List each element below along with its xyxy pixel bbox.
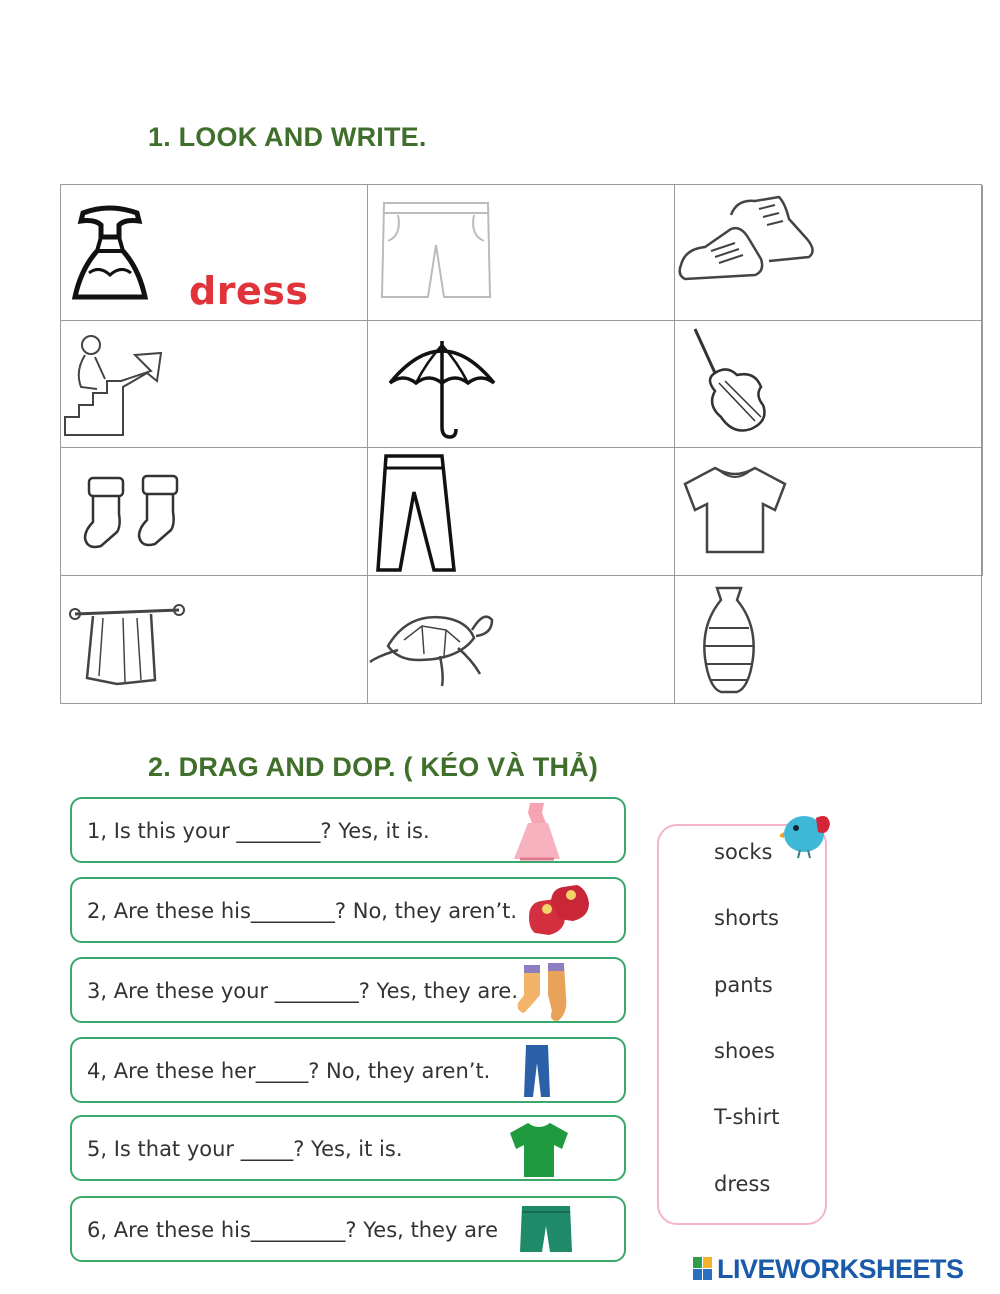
vase-picture — [697, 584, 761, 698]
picture-grid — [60, 184, 982, 704]
section1-title: 1. LOOK AND WRITE. — [148, 122, 427, 152]
dress-picture — [69, 203, 151, 303]
grid-cell-vase[interactable] — [675, 576, 983, 703]
word-bank — [657, 824, 827, 1225]
blue-pants-picture — [522, 1043, 552, 1099]
word-bank-item-dress[interactable]: dress — [714, 1172, 771, 1196]
grid-cell-pants[interactable] — [368, 448, 675, 576]
sentence-box-3[interactable] — [70, 957, 626, 1023]
grid-cell-tshirt[interactable] — [675, 448, 983, 576]
word-bank-item-pants[interactable]: pants — [714, 973, 773, 997]
sentence-text: 2, Are these his________? No, they aren’t. — [87, 899, 518, 923]
pink-dress-picture — [512, 801, 562, 863]
sentence-box-1[interactable] — [70, 797, 626, 863]
word-bank-item-shorts[interactable]: shorts — [714, 906, 779, 930]
sentence-box-5[interactable] — [70, 1115, 626, 1181]
tshirt-picture — [679, 462, 791, 558]
umbrella-picture — [386, 327, 498, 441]
turtle-picture — [368, 590, 498, 690]
sentence-box-6[interactable] — [70, 1196, 626, 1262]
sentence-box-2[interactable] — [70, 877, 626, 943]
pants-picture — [374, 452, 458, 574]
sentence-text: 1, Is this your ________? Yes, it is. — [87, 819, 430, 843]
sentence-text: 4, Are these her_____? No, they aren’t. — [87, 1059, 491, 1083]
word-bank-item-socks[interactable]: socks — [714, 840, 773, 864]
sentence-text: 6, Are these his_________? Yes, they are — [87, 1218, 499, 1242]
violin-picture — [685, 325, 775, 443]
shorts-picture — [378, 199, 494, 303]
section2-title: 2. DRAG AND DOP. ( KÉO VÀ THẢ) — [148, 752, 599, 782]
bird-icon — [780, 806, 832, 862]
word-bank-item-shoes[interactable]: shoes — [714, 1039, 775, 1063]
example-answer: dress — [189, 269, 309, 313]
liveworksheets-mark-icon — [693, 1257, 713, 1281]
grid-cell-socks[interactable] — [61, 448, 368, 576]
green-shorts-picture — [518, 1202, 574, 1256]
grid-cell-dress[interactable] — [61, 185, 368, 321]
sentence-text: 5, Is that your _____? Yes, it is. — [87, 1137, 403, 1161]
stairs-picture — [61, 331, 167, 443]
shoes-picture — [675, 195, 817, 291]
towel-picture — [67, 600, 187, 688]
sentence-text: 3, Are these your ________? Yes, they are. — [87, 979, 519, 1003]
sentence-box-4[interactable] — [70, 1037, 626, 1103]
liveworksheets-logo — [693, 1254, 964, 1284]
red-shoes-picture — [525, 881, 593, 941]
brand-name: LIVEWORKSHEETS — [717, 1253, 964, 1284]
word-bank-item-tshirt[interactable]: T-shirt — [714, 1105, 780, 1129]
socks-color-picture — [512, 961, 578, 1025]
grid-cell-towel[interactable] — [61, 576, 368, 703]
grid-cell-stairs[interactable] — [61, 321, 368, 448]
grid-cell-umbrella[interactable] — [368, 321, 675, 448]
socks-picture — [79, 474, 189, 554]
grid-cell-violin[interactable] — [675, 321, 983, 448]
green-tshirt-picture — [506, 1119, 572, 1181]
grid-cell-shoes[interactable] — [675, 185, 983, 321]
grid-cell-shorts[interactable] — [368, 185, 675, 321]
grid-cell-turtle[interactable] — [368, 576, 675, 703]
